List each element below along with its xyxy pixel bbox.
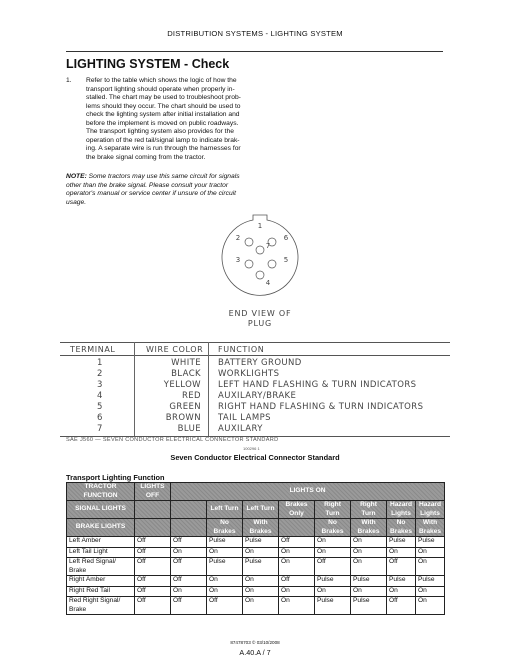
pin-3-socket — [245, 260, 253, 268]
cell-lights-off: Off — [135, 547, 171, 558]
figure-caption: Seven Conductor Electrical Connector Standard — [170, 453, 340, 462]
table-cell: Pulse — [315, 597, 351, 615]
table-cell: On — [243, 597, 279, 615]
terminal-number: 2 — [97, 369, 103, 379]
header-function: FUNCTION — [218, 345, 265, 354]
table-cell: Off — [171, 597, 207, 615]
head-signal-col: Brakes Only — [279, 501, 315, 519]
head-signal-col: Right Turn — [315, 501, 351, 519]
connector-row — [60, 413, 450, 424]
pin-7-socket — [256, 246, 264, 254]
head-lights-off: LIGHTS OFF — [135, 483, 171, 501]
head-blank — [135, 501, 171, 519]
head-brake-col: With Brakes — [243, 519, 279, 537]
transport-table-title: Transport Lighting Function — [66, 473, 165, 482]
cell-lights-off: Off — [135, 576, 171, 587]
note-label: NOTE: — [66, 173, 87, 180]
table-cell: On — [279, 586, 315, 597]
table-cell: On — [315, 547, 351, 558]
table-cell: Pulse — [351, 576, 387, 587]
plug-drawing — [200, 212, 320, 342]
pin-5-socket — [268, 260, 276, 268]
wire-function: LEFT HAND FLASHING & TURN INDICATORS — [218, 380, 417, 390]
table-cell: Pulse — [416, 576, 445, 587]
terminal-number: 1 — [97, 358, 103, 368]
connector-table — [60, 342, 450, 437]
note-line: operator's manual or service center if unsure of the circuit — [66, 190, 237, 197]
table-cell: Off — [387, 558, 416, 576]
table-cell: On — [279, 547, 315, 558]
table-cell: Pulse — [416, 537, 445, 548]
connector-row — [60, 402, 450, 413]
table-cell: Off — [171, 558, 207, 576]
table-cell: On — [207, 576, 243, 587]
note-line: usage. — [66, 198, 87, 206]
head-signal-lights: SIGNAL LIGHTS — [67, 501, 135, 519]
table-row — [67, 547, 445, 558]
pin-label: 7 — [265, 242, 271, 250]
running-header: DISTRIBUTION SYSTEMS - LIGHTING SYSTEM — [167, 29, 343, 38]
wire-function: RIGHT HAND FLASHING & TURN INDICATORS — [218, 402, 424, 412]
footer-page-number: A.40.A / 7 — [239, 648, 271, 657]
pin-4-socket — [256, 271, 264, 279]
table-row — [67, 558, 445, 576]
table-cell: On — [351, 547, 387, 558]
head-signal-col: Hazard Lights — [416, 501, 445, 519]
table-cell: On — [243, 576, 279, 587]
step-1 — [66, 77, 276, 162]
row-label: Right Red Tail — [67, 586, 135, 597]
note-line: Some tractors may use this same circuit for signals — [86, 173, 240, 180]
head-brake-lights: BRAKE LIGHTS — [67, 519, 135, 537]
table-row — [67, 597, 445, 615]
cell-lights-off: Off — [135, 558, 171, 576]
table-cell: Off — [279, 537, 315, 548]
row-label: Left Amber — [67, 537, 135, 548]
head-blank — [171, 519, 207, 537]
head-lights-on: LIGHTS ON — [171, 483, 445, 501]
head-brake-col: With Brakes — [351, 519, 387, 537]
head-brake-col: No Brakes — [207, 519, 243, 537]
step-line: The transport lighting system also provides for the — [86, 128, 234, 135]
table-head-row — [67, 519, 445, 537]
header-rule — [66, 51, 443, 52]
table-cell: On — [243, 547, 279, 558]
wire-function: TAIL LAMPS — [218, 413, 271, 423]
footer-code: 87478703 © 03/10/2008 — [230, 640, 280, 645]
table-cell: Off — [279, 576, 315, 587]
step-line: the brake signal coming from the tractor. — [86, 153, 206, 161]
connector-row — [60, 369, 450, 380]
pin-label: 1 — [257, 222, 263, 230]
step-line: operation of the red tail/signal lamp to indicate brak- — [86, 136, 240, 144]
step-line: check the lighting system after initial installation and — [86, 111, 240, 118]
table-cell: On — [207, 547, 243, 558]
wire-color: RED — [181, 391, 201, 401]
pin-label: 3 — [235, 256, 241, 264]
table-cell: Off — [207, 597, 243, 615]
header-terminal: TERMINAL — [70, 345, 116, 354]
terminal-number: 4 — [97, 391, 103, 401]
table-cell: On — [416, 558, 445, 576]
table-cell: On — [315, 586, 351, 597]
table-cell: On — [171, 586, 207, 597]
wire-function: WORKLIGHTS — [218, 369, 280, 379]
connector-row — [60, 380, 450, 391]
page-title: LIGHTING SYSTEM - Check — [66, 57, 230, 71]
cell-lights-off: Off — [135, 597, 171, 615]
table-cell: On — [279, 558, 315, 576]
head-brake-col: With Brakes — [416, 519, 445, 537]
table-cell: On — [171, 547, 207, 558]
plug-label: PLUG — [247, 319, 273, 328]
table-cell: On — [416, 586, 445, 597]
table-cell: Pulse — [243, 537, 279, 548]
table-cell: Pulse — [243, 558, 279, 576]
table-cell: On — [387, 547, 416, 558]
step-number: 1. — [66, 77, 72, 84]
table-cell: On — [279, 597, 315, 615]
plug-diagram — [200, 212, 320, 342]
head-blank — [171, 501, 207, 519]
row-label: Right Amber — [67, 576, 135, 587]
row-label: Red Right Signal/ Brake — [67, 597, 135, 615]
table-row — [67, 537, 445, 548]
table-row — [67, 586, 445, 597]
cell-lights-off: Off — [135, 537, 171, 548]
row-label: Left Tail Light — [67, 547, 135, 558]
head-blank — [135, 519, 171, 537]
connector-row — [60, 391, 450, 402]
table-cell: Off — [315, 558, 351, 576]
wire-color: BLACK — [171, 369, 201, 379]
head-brake-col: No Brakes — [315, 519, 351, 537]
step-line: before the implement is moved on public roadways. — [86, 119, 239, 127]
connector-row — [60, 424, 450, 435]
pin-label: 2 — [235, 234, 241, 242]
terminal-number: 7 — [97, 424, 103, 434]
pin-label: 5 — [283, 256, 289, 264]
table-cell: On — [387, 586, 416, 597]
table-cell: Off — [171, 537, 207, 548]
plug-label: END VIEW OF — [228, 309, 292, 318]
figure-id: 100296 1 — [243, 446, 260, 451]
head-signal-col: Right Turn — [351, 501, 387, 519]
note — [66, 173, 276, 207]
table-cell: On — [351, 537, 387, 548]
head-signal-col: Left Turn — [207, 501, 243, 519]
wire-color: YELLOW — [163, 380, 201, 390]
connector-table-header — [60, 342, 450, 356]
pin-label: 6 — [283, 234, 289, 242]
table-cell: Off — [171, 576, 207, 587]
table-cell: On — [243, 586, 279, 597]
head-signal-col: Left Turn — [243, 501, 279, 519]
wire-function: AUXILARY/BRAKE — [218, 391, 297, 401]
table-cell: Pulse — [207, 558, 243, 576]
cell-lights-off: Off — [135, 586, 171, 597]
terminal-number: 3 — [97, 380, 103, 390]
head-tractor-function: TRACTOR FUNCTION — [67, 483, 135, 501]
pin-2-socket — [245, 238, 253, 246]
terminal-number: 5 — [97, 402, 103, 412]
wire-color: BROWN — [165, 413, 201, 423]
step-line: transport lighting should operate when properly in- — [86, 85, 235, 93]
step-line: stalled. The chart may be used to troubleshoot prob- — [86, 94, 241, 101]
step-line: lems should they occur. The chart should be used to — [86, 102, 241, 110]
table-cell: Pulse — [387, 537, 416, 548]
note-line: other than the brake signal. Please consult your tractor — [66, 181, 229, 189]
head-brake-col — [279, 519, 315, 537]
table-row — [67, 576, 445, 587]
connector-row — [60, 358, 450, 369]
step-line: ing. A separate wire is run through the harnesses for — [86, 145, 241, 152]
wire-color: GREEN — [169, 402, 201, 412]
transport-lighting-table — [66, 482, 445, 615]
table-cell: On — [416, 547, 445, 558]
wire-function: BATTERY GROUND — [218, 358, 302, 368]
table-head-row — [67, 501, 445, 519]
header-wire-color: WIRE COLOR — [146, 345, 204, 354]
table-cell: Pulse — [207, 537, 243, 548]
standard-note: SAE J560 — SEVEN CONDUCTOR ELECTRICAL CONNECTOR STANDARD — [66, 437, 279, 443]
table-cell: On — [315, 537, 351, 548]
table-cell: Off — [387, 597, 416, 615]
head-brake-col: No Brakes — [387, 519, 416, 537]
wire-function: AUXILARY — [218, 424, 263, 434]
table-head-row — [67, 483, 445, 501]
table-cell: On — [351, 558, 387, 576]
table-cell: On — [207, 586, 243, 597]
head-signal-col: Hazard Lights — [387, 501, 416, 519]
pin-label: 4 — [265, 279, 271, 287]
table-cell: On — [351, 586, 387, 597]
row-label: Left Red Signal/ Brake — [67, 558, 135, 576]
table-cell: Pulse — [387, 576, 416, 587]
table-cell: Pulse — [351, 597, 387, 615]
wire-color: WHITE — [171, 358, 201, 368]
terminal-number: 6 — [97, 413, 103, 423]
step-line: Refer to the table which shows the logic of how the — [86, 77, 237, 84]
table-cell: Pulse — [315, 576, 351, 587]
wire-color: BLUE — [177, 424, 201, 434]
table-cell: On — [416, 597, 445, 615]
